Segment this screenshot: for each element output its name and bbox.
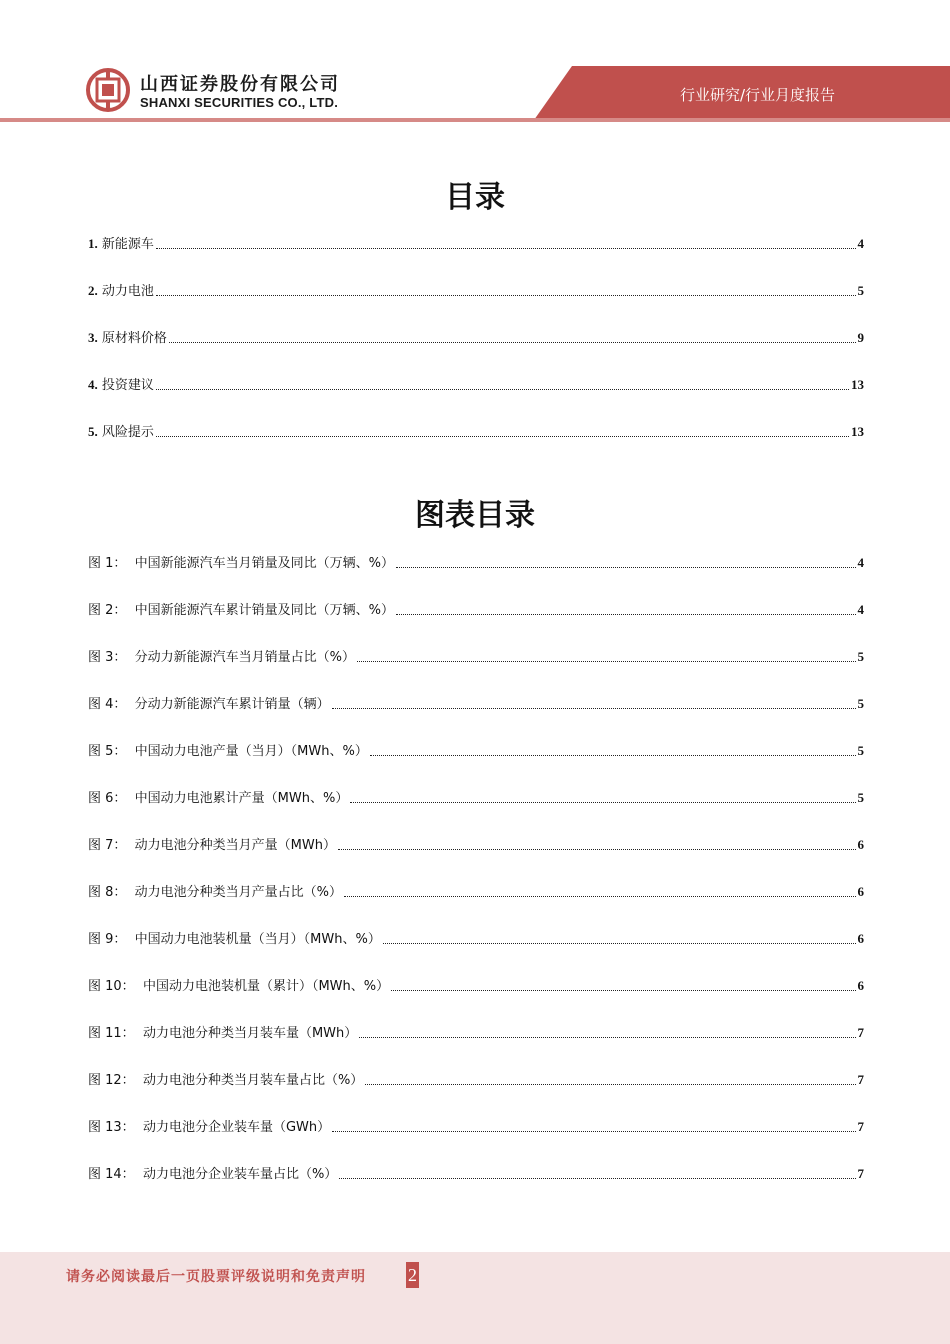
toc-item-label: 投资建议 (101, 378, 154, 393)
figure-title: 动力电池分种类当月产量占比（%） (134, 885, 343, 900)
dot-leader (357, 661, 855, 662)
dot-leader (156, 248, 856, 249)
toc-item[interactable] (88, 328, 864, 346)
dot-leader (156, 389, 849, 390)
figure-page: 6 (857, 837, 864, 852)
figure-page: 5 (857, 790, 864, 805)
figure-title: 分动力新能源汽车累计销量（辆） (134, 697, 330, 712)
toc-item-number: 5. (88, 424, 98, 439)
figure-page: 7 (857, 1072, 864, 1087)
figure-label: 图 13： (88, 1120, 135, 1135)
toc-item-number: 4. (88, 377, 98, 392)
toc-item-page: 5 (857, 283, 864, 298)
figure-page: 5 (857, 649, 864, 664)
figure-title: 动力电池分种类当月装车量（MWh） (142, 1026, 358, 1041)
dot-leader (350, 802, 855, 803)
dot-leader (383, 943, 856, 944)
toc-item-page: 13 (851, 424, 864, 439)
company-name-cn: 山西证券股份有限公司 (140, 74, 340, 95)
figure-title: 中国新能源汽车当月销量及同比（万辆、%） (134, 556, 395, 571)
figure-label: 图 4： (88, 697, 127, 712)
figure-label: 图 7： (88, 838, 127, 853)
figure-page: 6 (857, 884, 864, 899)
toc-item-page: 9 (857, 330, 864, 345)
figure-page: 7 (857, 1119, 864, 1134)
figures-title: 图表目录 (415, 498, 535, 533)
figure-title: 中国动力电池累计产量（MWh、%） (134, 791, 349, 806)
figure-label: 图 3： (88, 650, 127, 665)
dot-leader (339, 1178, 855, 1179)
dot-leader (344, 896, 855, 897)
dot-leader (156, 436, 849, 437)
figure-page: 4 (857, 555, 864, 570)
figure-item[interactable] (88, 741, 864, 759)
figure-label: 图 14： (88, 1167, 135, 1182)
figure-item[interactable] (88, 1164, 864, 1182)
figure-label: 图 5： (88, 744, 127, 759)
figure-page: 5 (857, 743, 864, 758)
dot-leader (332, 708, 856, 709)
figure-label: 图 8： (88, 885, 127, 900)
figure-item[interactable] (88, 788, 864, 806)
figure-item[interactable] (88, 694, 864, 712)
page-header (0, 0, 950, 130)
header-band (0, 0, 950, 130)
figure-title: 中国动力电池装机量（累计）（MWh、%） (142, 979, 390, 994)
toc-item-number: 2. (88, 283, 98, 298)
figure-title: 中国动力电池产量（当月）（MWh、%） (134, 744, 368, 759)
figure-title: 动力电池分种类当月装车量占比（%） (142, 1073, 364, 1088)
page-number: 2 (406, 1262, 419, 1288)
figure-page: 6 (857, 931, 864, 946)
figure-item[interactable] (88, 1023, 864, 1041)
dot-leader (396, 567, 855, 568)
toc-item-label: 新能源车 (101, 237, 154, 252)
dot-leader (169, 342, 856, 343)
figure-item[interactable] (88, 600, 864, 618)
figure-page: 7 (857, 1025, 864, 1040)
toc-item-number: 1. (88, 236, 98, 251)
figure-label: 图 12： (88, 1073, 135, 1088)
company-logo-icon (86, 68, 130, 112)
dot-leader (370, 755, 856, 756)
figure-item[interactable] (88, 647, 864, 665)
company-name-en: SHANXI SECURITIES CO., LTD. (140, 95, 339, 110)
toc-item[interactable] (88, 375, 864, 393)
toc-item-label: 原材料价格 (101, 331, 167, 346)
figure-title: 分动力新能源汽车当月销量占比（%） (134, 650, 356, 665)
report-type: 行业研究/行业月度报告 (680, 86, 836, 104)
figure-item[interactable] (88, 1070, 864, 1088)
figure-title: 动力电池分种类当月产量（MWh） (134, 838, 336, 853)
toc-title: 目录 (445, 180, 505, 215)
figure-item[interactable] (88, 929, 864, 947)
toc-item[interactable] (88, 234, 864, 252)
figure-item[interactable] (88, 882, 864, 900)
dot-leader (338, 849, 856, 850)
figure-item[interactable] (88, 553, 864, 571)
figure-label: 图 2： (88, 603, 127, 618)
figure-title: 动力电池分企业装车量占比（%） (142, 1167, 338, 1182)
figure-label: 图 6： (88, 791, 127, 806)
figure-title: 动力电池分企业装车量（GWh） (142, 1120, 331, 1135)
figure-title: 中国动力电池装机量（当月）（MWh、%） (134, 932, 381, 947)
figure-label: 图 11： (88, 1026, 135, 1041)
figure-label: 图 9： (88, 932, 127, 947)
figure-page: 7 (857, 1166, 864, 1181)
dot-leader (359, 1037, 855, 1038)
toc-item-page: 4 (857, 236, 864, 251)
disclaimer-text: 请务必阅读最后一页股票评级说明和免责声明 (66, 1269, 366, 1285)
dot-leader (396, 614, 855, 615)
dot-leader (156, 295, 856, 296)
toc-item[interactable] (88, 281, 864, 299)
toc-item-label: 动力电池 (101, 284, 154, 299)
dot-leader (391, 990, 855, 991)
figure-item[interactable] (88, 976, 864, 994)
toc-item-number: 3. (88, 330, 98, 345)
figure-page: 4 (857, 602, 864, 617)
figure-page: 6 (857, 978, 864, 993)
figure-item[interactable] (88, 1117, 864, 1135)
figure-title: 中国新能源汽车累计销量及同比（万辆、%） (134, 603, 395, 618)
figure-label: 图 10： (88, 979, 135, 994)
toc-item[interactable] (88, 422, 864, 440)
toc-item-page: 13 (851, 377, 864, 392)
dot-leader (365, 1084, 855, 1085)
figure-page: 5 (857, 696, 864, 711)
dot-leader (332, 1131, 855, 1132)
figure-label: 图 1： (88, 556, 127, 571)
toc-item-label: 风险提示 (101, 425, 154, 440)
figure-item[interactable] (88, 835, 864, 853)
